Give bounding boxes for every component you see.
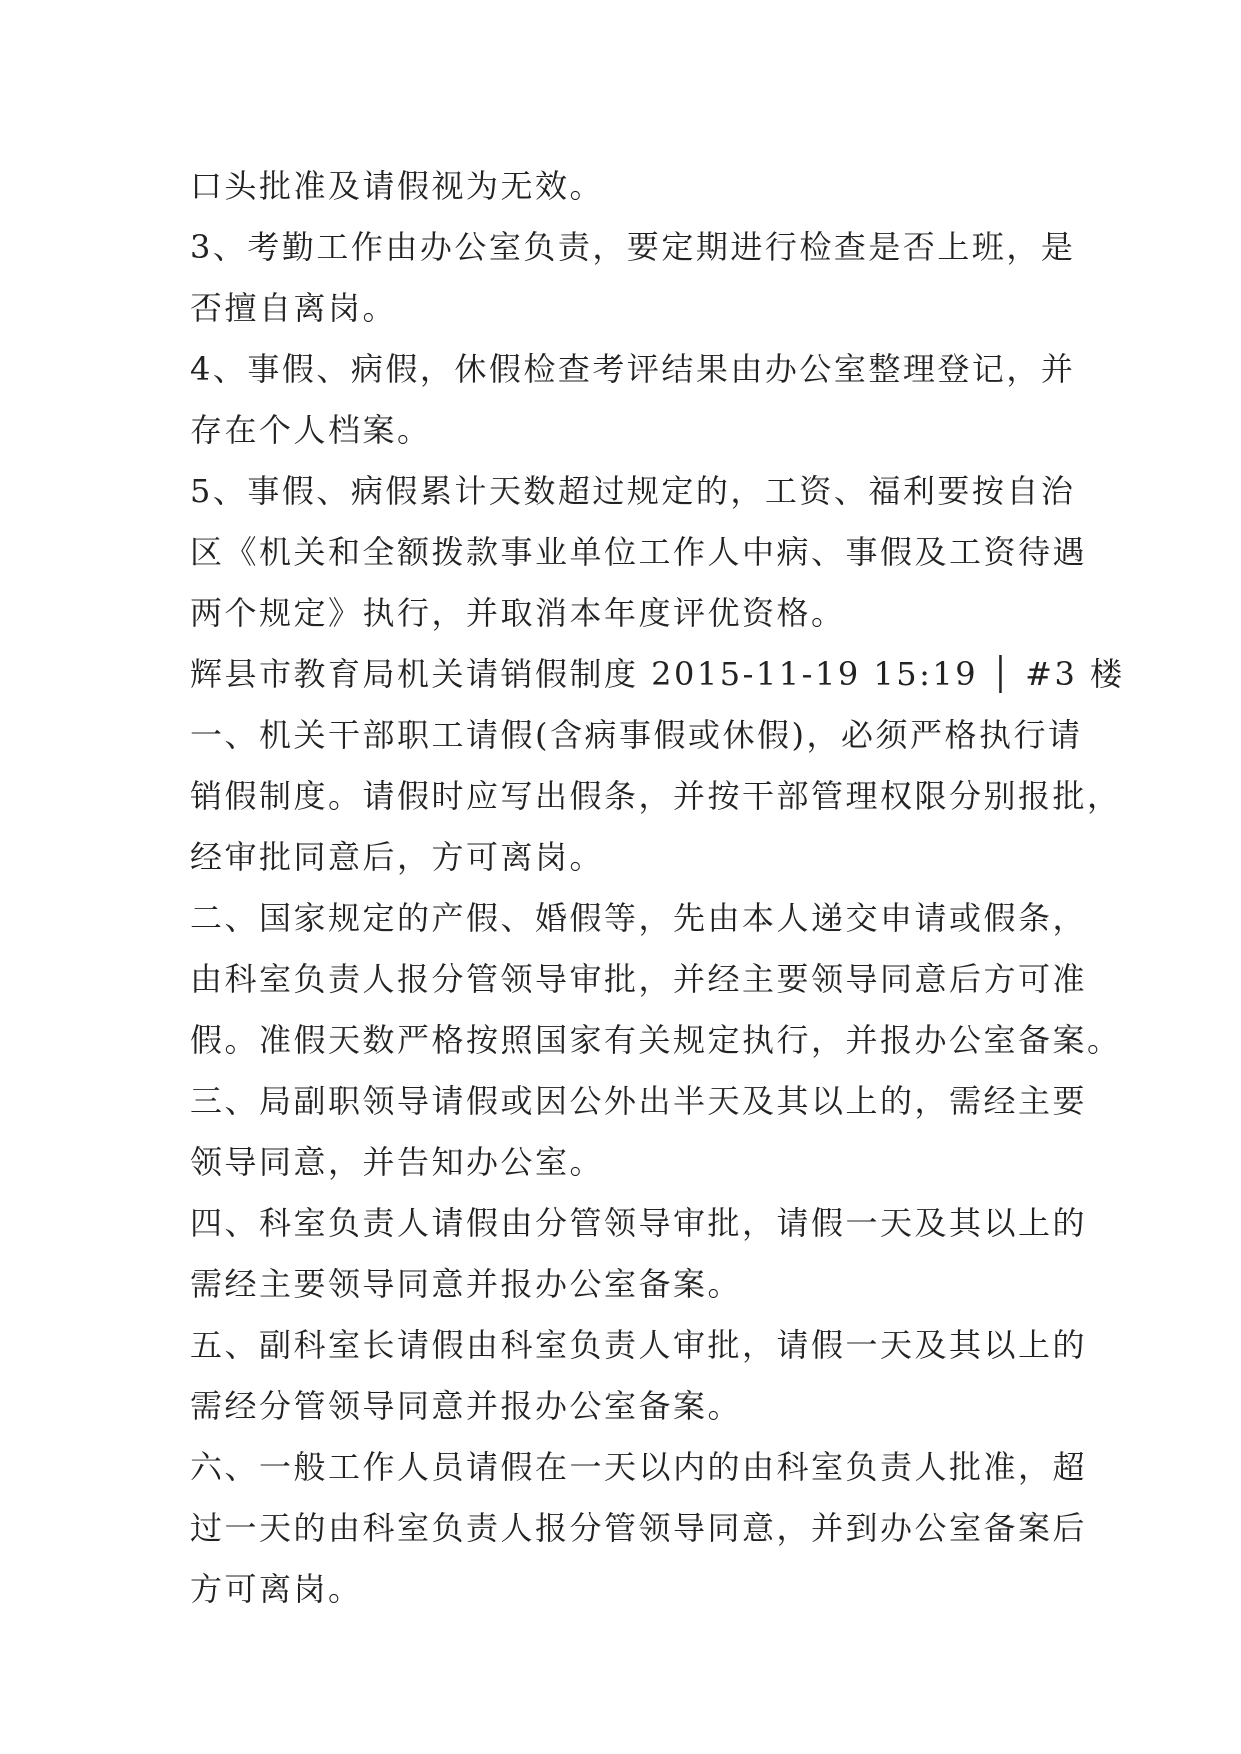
text-line: 二、国家规定的产假、婚假等，先由本人递交申请或假条， [190, 899, 1088, 937]
text-line: 4、事假、病假，休假检查考评结果由办公室整理登记，并 [190, 350, 1076, 388]
text-line: 口头批准及请假视为无效。 [190, 167, 605, 205]
text-line: 假。准假天数严格按照国家有关规定执行，并报办公室备案。 [190, 1021, 1122, 1059]
text-line: 五、副科室长请假由科室负责人审批，请假一天及其以上的 [190, 1326, 1088, 1364]
text-line: 需经主要领导同意并报办公室备案。 [190, 1265, 743, 1303]
text-line: 方可离岗。 [190, 1570, 363, 1608]
text-line: 领导同意，并告知办公室。 [190, 1143, 605, 1181]
text-line: 经审批同意后，方可离岗。 [190, 838, 605, 876]
text-line: 需经分管领导同意并报办公室备案。 [190, 1387, 743, 1425]
text-line: 由科室负责人报分管领导审批，并经主要领导同意后方可准 [190, 960, 1088, 998]
text-line: 销假制度。请假时应写出假条，并按干部管理权限分别报批， [190, 777, 1122, 815]
text-line: 三、局副职领导请假或因公外出半天及其以上的，需经主要 [190, 1082, 1088, 1120]
post-header-line: 辉县市教育局机关请销假制度 2015-11-19 15:19 │ #3 楼 [190, 655, 1125, 693]
text-line: 六、一般工作人员请假在一天以内的由科室负责人批准，超 [190, 1448, 1088, 1486]
text-line: 四、科室负责人请假由分管领导审批，请假一天及其以上的 [190, 1204, 1088, 1242]
text-line: 区《机关和全额拨款事业单位工作人中病、事假及工资待遇 [190, 533, 1088, 571]
text-line: 5、事假、病假累计天数超过规定的，工资、福利要按自治 [190, 472, 1076, 510]
text-line: 一、机关干部职工请假(含病事假或休假)，必须严格执行请 [190, 716, 1083, 754]
text-line: 两个规定》执行，并取消本年度评优资格。 [190, 594, 846, 632]
text-line: 3、考勤工作由办公室负责，要定期进行检查是否上班，是 [190, 228, 1076, 266]
text-line: 否擅自离岗。 [190, 289, 398, 327]
text-line: 过一天的由科室负责人报分管领导同意，并到办公室备案后 [190, 1509, 1088, 1547]
document-body [190, 156, 1125, 1620]
text-line: 存在个人档案。 [190, 411, 432, 449]
